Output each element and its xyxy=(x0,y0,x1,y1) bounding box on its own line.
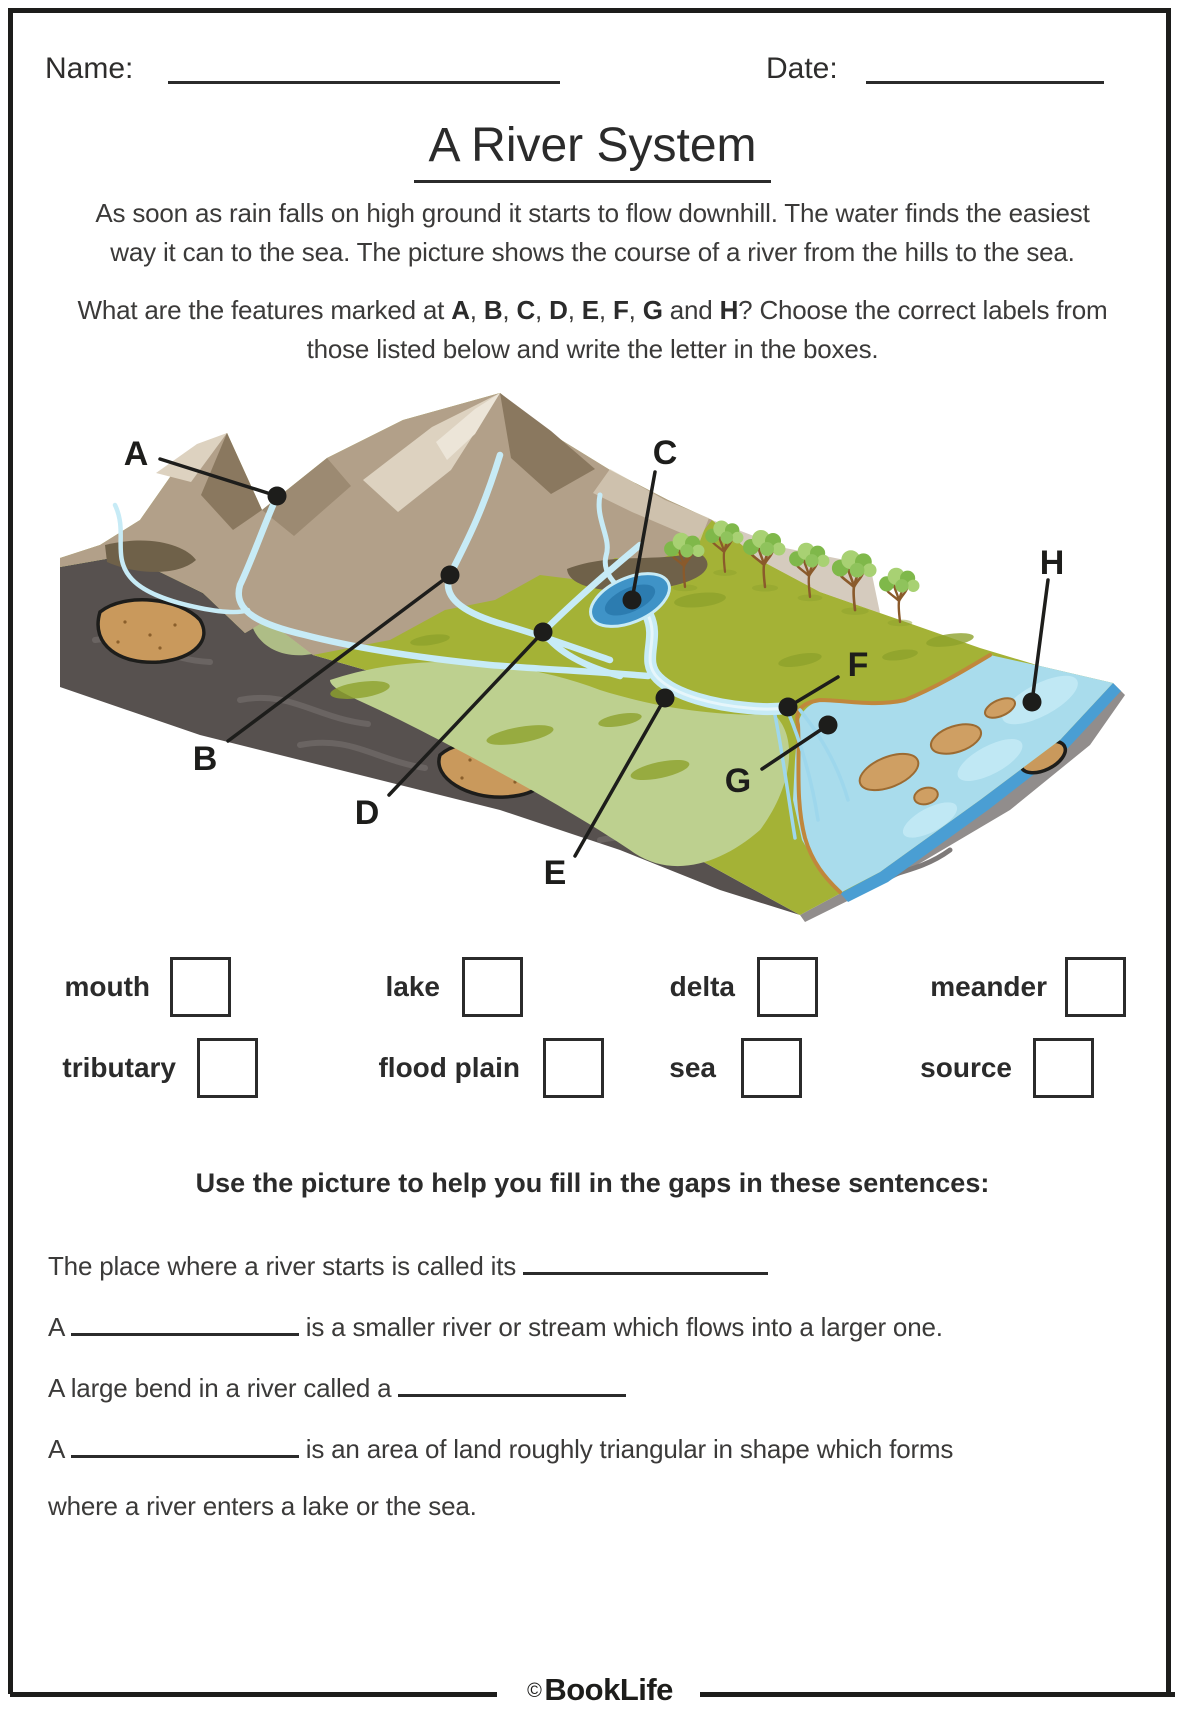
page-title: A River System xyxy=(0,118,1185,183)
answer-label-lake: lake xyxy=(385,971,440,1002)
river-system-diagram xyxy=(0,380,1185,950)
answer-box-source xyxy=(1033,1038,1094,1098)
answer-label-delta: delta xyxy=(669,971,735,1002)
gap-sentence-3: A large bend in a river called a xyxy=(48,1360,1148,1417)
footer-rule-left xyxy=(10,1692,497,1697)
label-dot-A xyxy=(268,487,287,506)
fill-blank xyxy=(523,1242,768,1275)
buried-sand-deposit xyxy=(98,600,204,662)
gap-sentences xyxy=(48,1238,1148,1539)
answer-label-mouth: mouth xyxy=(64,971,150,1002)
label-dot-C xyxy=(623,591,642,610)
label-dot-G xyxy=(819,716,838,735)
diagram-label-A: A xyxy=(123,435,149,473)
diagram-label-B: B xyxy=(192,740,218,778)
instruction-paragraph: What are the features marked at A, B, C, D, E, F, G and H? Choose the correct labels from those listed below and write the letter in the boxes. xyxy=(77,295,1108,364)
fill-blank xyxy=(71,1303,299,1336)
footer-rule-right xyxy=(700,1692,1175,1697)
gap-sentence-2: A is a smaller river or stream which flows into a larger one. xyxy=(48,1299,1148,1356)
intro-paragraph: As soon as rain falls on high ground it starts to flow downhill. The water finds the easiest way it can to the sea. The picture shows the course of a river from the hills to the sea. xyxy=(95,198,1090,267)
diagram-label-C: C xyxy=(652,434,678,472)
answer-box-meander xyxy=(1065,957,1126,1017)
answer-label-tributary: tributary xyxy=(62,1052,176,1083)
diagram-label-G: G xyxy=(724,762,752,800)
gap-sentence-1: The place where a river starts is called its xyxy=(48,1238,1148,1295)
gap-section-heading: Use the picture to help you fill in the gaps in these sentences: xyxy=(195,1168,990,1198)
answer-label-meander: meander xyxy=(930,971,1047,1002)
name-label: Name: xyxy=(45,52,134,85)
label-dot-B xyxy=(441,566,460,585)
booklife-logo xyxy=(500,1672,700,1708)
label-dot-F xyxy=(779,698,798,717)
label-dot-H xyxy=(1023,693,1042,712)
label-dot-E xyxy=(656,689,675,708)
diagram-label-H: H xyxy=(1039,544,1065,582)
diagram-label-D: D xyxy=(354,794,380,832)
name-write-line xyxy=(168,81,560,84)
date-write-line xyxy=(866,81,1104,84)
date-label: Date: xyxy=(766,52,838,85)
label-dot-D xyxy=(534,623,553,642)
diagram-label-F: F xyxy=(847,646,869,684)
diagram-label-E: E xyxy=(543,854,567,892)
answer-label-source: source xyxy=(920,1052,1012,1083)
brand-name: BookLife xyxy=(544,1672,673,1707)
fill-blank xyxy=(398,1364,626,1397)
gap-sentence-4: A is an area of land roughly triangular in shape which forms where a river enters a lake or the sea. xyxy=(48,1421,1148,1535)
answer-label-sea: sea xyxy=(669,1052,716,1083)
answer-label-flood-plain: flood plain xyxy=(378,1052,520,1083)
copyright-icon: © xyxy=(527,1680,542,1702)
fill-blank xyxy=(71,1425,299,1458)
